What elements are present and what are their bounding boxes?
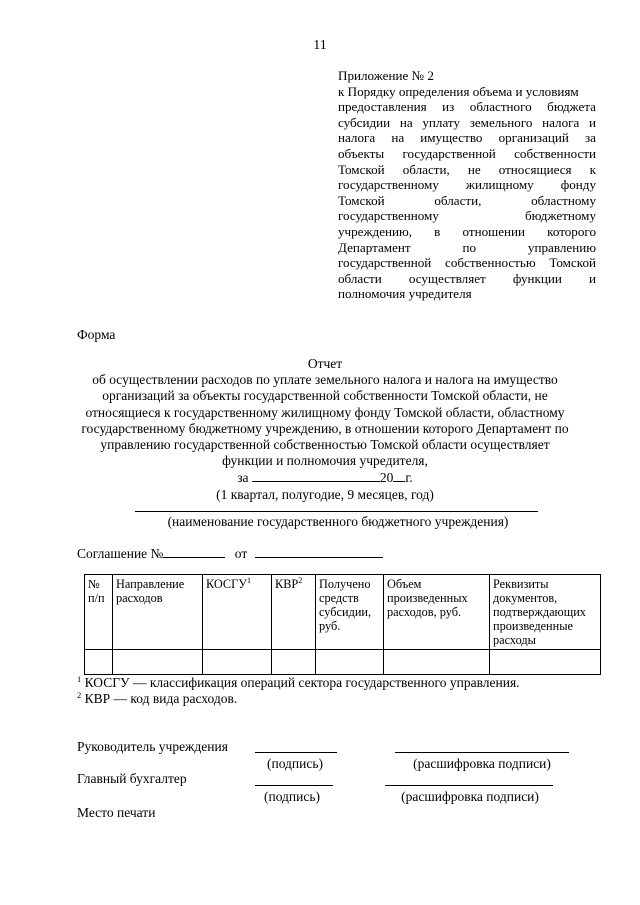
footnote-2: $^2$ КВР — код вида расходов. <box>77 690 238 706</box>
agreement-from: от <box>234 546 248 561</box>
appendix-line: к Порядку определения объема и условиям <box>338 83 579 99</box>
table-cell[interactable] <box>203 650 272 675</box>
accountant-signature-caption: (подпись) <box>263 789 321 804</box>
period-hint: (1 квартал, полугодие, 9 месяцев, год) <box>216 486 434 502</box>
form-label: Форма <box>77 327 116 342</box>
table-cell[interactable] <box>272 650 316 675</box>
table-header-cell: № п/п <box>85 575 113 650</box>
appendix-line: государственной собственностью Томской <box>338 255 596 271</box>
appendix-line: государственному бюджетному <box>338 208 596 224</box>
report-title-line: организаций за объекты государственной собственности Томской области, не <box>102 388 548 404</box>
report-title-line: управлению государственной собственностью Томской области осуществляет <box>100 437 550 453</box>
appendix-line: объекты государственной собственности <box>338 145 596 161</box>
appendix-line: государственному жилищному фонду <box>338 177 596 193</box>
footnote-1: $^1$ КОСГУ — классификация операций сектора государственного управления. <box>77 674 520 690</box>
report-title-line: относящиеся к государственному жилищному фонду Томской области, областному <box>85 404 565 420</box>
accountant-signature-label: Главный бухгалтер <box>77 771 187 786</box>
period-year: 20 <box>379 470 394 486</box>
table-cell[interactable] <box>85 650 113 675</box>
table-header-cell: КОСГУ$^1$ <box>203 575 272 650</box>
report-title-line: государственному бюджетному учреждению, в отношении которого Департамент по <box>81 420 569 436</box>
stamp-label: Место печати <box>77 805 156 820</box>
table-row <box>85 650 601 675</box>
institution-caption: (наименование государственного бюджетного учреждения) <box>167 514 509 529</box>
appendix-line: налога на имущество организаций за <box>338 130 596 146</box>
report-title: Отчет <box>307 356 343 371</box>
table-header-cell: КВР$^2$ <box>272 575 316 650</box>
table-header-cell: Направление расходов <box>113 575 203 650</box>
head-signature-caption: (подпись) <box>266 756 324 771</box>
appendix-line: области осуществляет функции и <box>338 270 596 286</box>
appendix-line: Приложение № 2 <box>338 68 434 83</box>
report-title-line: функции и полномочия учредителя, <box>222 453 428 469</box>
accountant-signature-line[interactable] <box>255 785 333 786</box>
head-signature-label: Руководитель учреждения <box>77 739 228 754</box>
head-signature-line[interactable] <box>255 752 337 753</box>
accountant-decode-line[interactable] <box>385 785 553 786</box>
appendix-line: учреждению, в отношении которого <box>338 223 596 239</box>
report-title-line: об осуществлении расходов по уплате земельного налога и налога на имущество <box>92 372 558 388</box>
table-header-cell: Получено средств субсидии, руб. <box>316 575 384 650</box>
table-cell[interactable] <box>316 650 384 675</box>
report-title-block <box>60 356 590 503</box>
period-suffix: г. <box>405 470 413 486</box>
appendix-line: Томской области, областному <box>338 192 596 208</box>
year-blank[interactable] <box>393 469 405 482</box>
appendix-line: предоставления из областного бюджета <box>338 99 596 115</box>
table-cell[interactable] <box>113 650 203 675</box>
period-blank[interactable] <box>252 469 380 482</box>
report-period <box>60 469 590 486</box>
table-header-row <box>85 575 601 650</box>
institution-name-line[interactable] <box>135 511 538 512</box>
appendix-header <box>338 68 596 302</box>
report-table <box>84 574 601 675</box>
agreement-label: Соглашение № <box>77 546 164 561</box>
appendix-line: субсидии на уплату земельного налога и <box>338 114 596 130</box>
page-number: 11 <box>313 38 327 53</box>
accountant-decode-caption: (расшифровка подписи) <box>401 789 539 804</box>
appendix-line: Томской области, не относящиеся к <box>338 161 596 177</box>
table-cell[interactable] <box>490 650 601 675</box>
head-decode-line[interactable] <box>395 752 569 753</box>
head-decode-caption: (расшифровка подписи) <box>413 756 551 771</box>
table-header-cell: Объем произведенных расходов, руб. <box>384 575 490 650</box>
agreement-number-blank[interactable] <box>163 545 225 558</box>
table-cell[interactable] <box>384 650 490 675</box>
appendix-line: Департамент по управлению <box>338 239 596 255</box>
agreement-date-blank[interactable] <box>255 545 383 558</box>
agreement-line <box>77 545 383 562</box>
table-header-cell: Реквизиты документов, подтверждающих произведенные расходы <box>490 575 601 650</box>
period-prefix: за <box>237 470 249 486</box>
appendix-line: полномочия учредителя <box>338 286 472 302</box>
